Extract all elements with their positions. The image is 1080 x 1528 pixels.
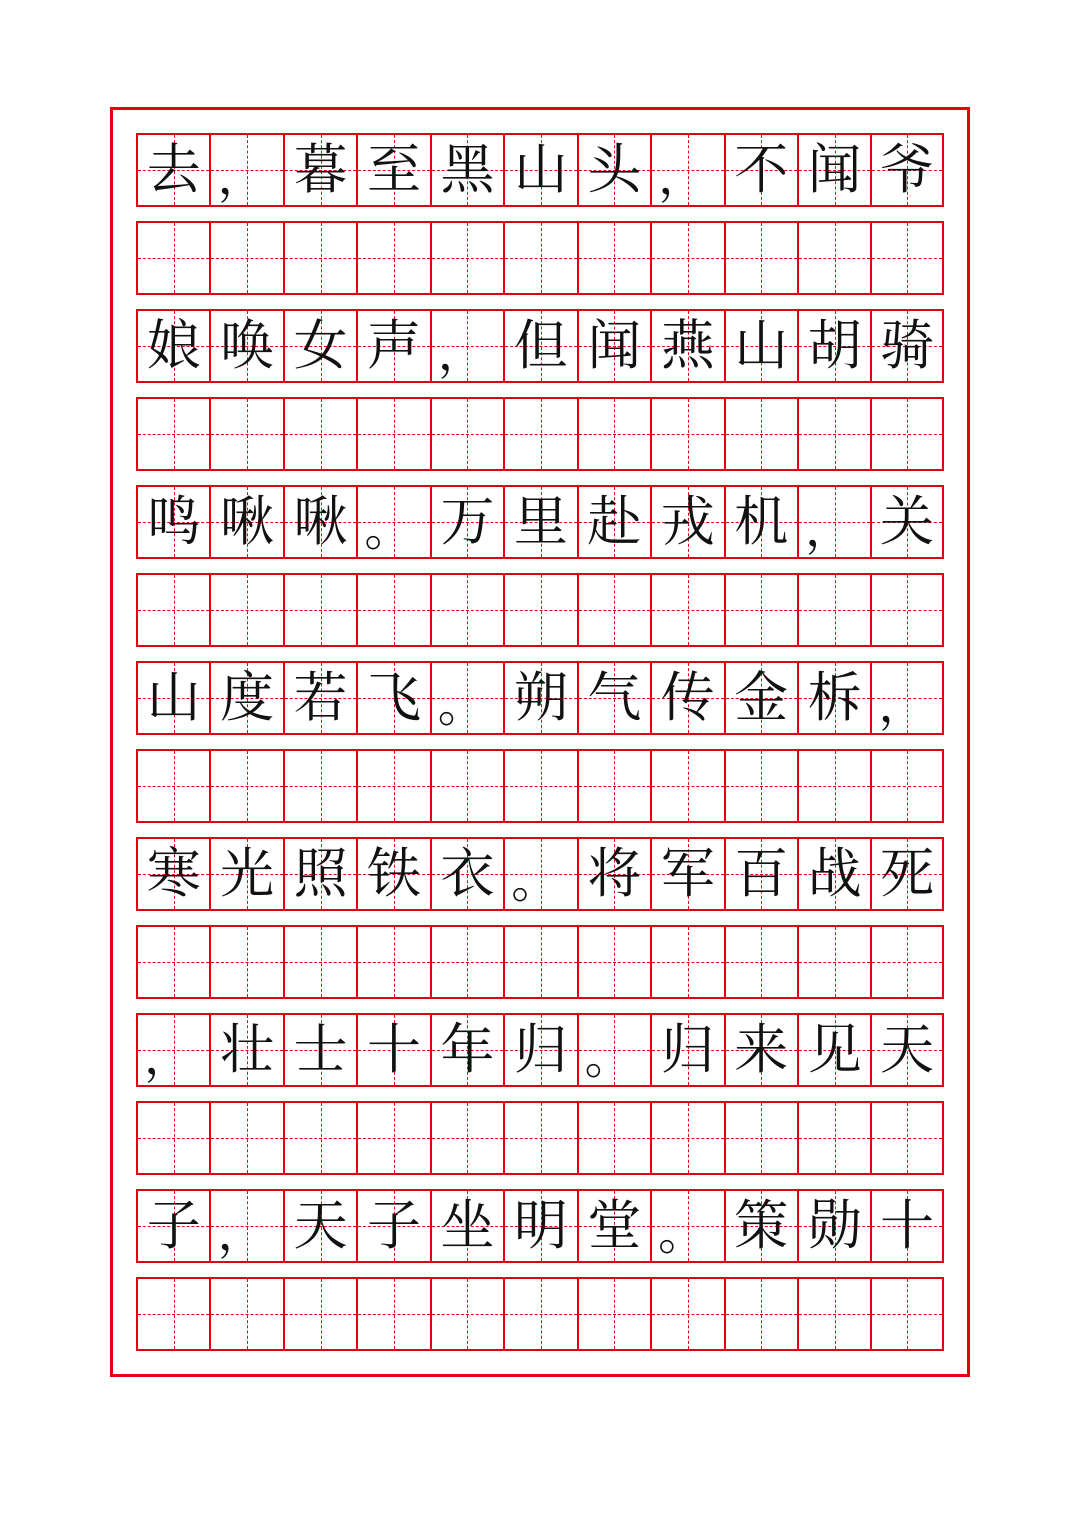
grid-cell — [870, 1277, 943, 1351]
grid-cell — [650, 221, 723, 295]
grid-cell — [209, 837, 282, 911]
handwritten-character: 。 — [584, 1029, 633, 1085]
handwritten-character: 天 — [293, 1194, 348, 1257]
grid-cell — [797, 485, 870, 559]
handwritten-character: 坐 — [440, 1194, 495, 1257]
writing-row — [136, 1013, 944, 1087]
handwritten-character: 柝 — [807, 666, 862, 729]
grid-cell — [797, 661, 870, 735]
handwritten-character: 百 — [734, 842, 789, 905]
grid-cell — [503, 1189, 576, 1263]
handwritten-character: 壮 — [220, 1018, 275, 1081]
grid-cell — [650, 309, 723, 383]
grid-cell — [503, 1277, 576, 1351]
handwritten-character: 衣 — [440, 842, 495, 905]
grid-cell — [797, 221, 870, 295]
grid-cell — [356, 1277, 429, 1351]
grid-cell — [209, 661, 282, 735]
writing-row — [136, 133, 944, 207]
handwritten-character: 胡 — [807, 314, 862, 377]
handwritten-character: 金 — [734, 666, 789, 729]
grid-cell — [283, 397, 356, 471]
grid-cell — [724, 925, 797, 999]
grid-cell — [650, 1277, 723, 1351]
blank-practice-row — [136, 221, 944, 295]
grid-cell — [577, 749, 650, 823]
grid-cell — [136, 573, 209, 647]
handwritten-character: 寒 — [146, 842, 201, 905]
grid-cell — [503, 1013, 576, 1087]
handwritten-character: ， — [217, 149, 266, 205]
blank-practice-row — [136, 925, 944, 999]
handwritten-character: 堂 — [587, 1194, 642, 1257]
grid-cell — [136, 397, 209, 471]
grid-cell — [356, 1013, 429, 1087]
grid-cell — [503, 749, 576, 823]
handwritten-character: 但 — [513, 314, 568, 377]
grid-cell — [209, 1189, 282, 1263]
grid-cell — [650, 837, 723, 911]
handwritten-character: 不 — [734, 138, 789, 201]
writing-row — [136, 309, 944, 383]
grid-cell — [650, 1013, 723, 1087]
handwritten-character: 见 — [807, 1018, 862, 1081]
grid-cell — [797, 1101, 870, 1175]
grid-cell — [724, 1101, 797, 1175]
grid-cell — [577, 397, 650, 471]
grid-cell — [136, 485, 209, 559]
grid-cell — [650, 1189, 723, 1263]
grid-cell — [430, 1013, 503, 1087]
handwritten-character: 关 — [880, 490, 935, 553]
handwritten-character: ， — [878, 677, 927, 733]
paper-border — [110, 107, 970, 1377]
handwritten-character: 万 — [440, 490, 495, 553]
grid-cell — [724, 749, 797, 823]
grid-cell — [430, 837, 503, 911]
grid-cell — [430, 1101, 503, 1175]
grid-cell — [870, 661, 943, 735]
grid-cell — [503, 1101, 576, 1175]
grid-cell — [503, 837, 576, 911]
grid-cell — [430, 309, 503, 383]
grid-cell — [650, 925, 723, 999]
handwritten-character: 年 — [440, 1018, 495, 1081]
writing-row — [136, 1189, 944, 1263]
grid-cell — [430, 661, 503, 735]
grid-cell — [870, 1013, 943, 1087]
grid-cell — [650, 397, 723, 471]
grid-cell — [650, 1101, 723, 1175]
handwritten-character: 。 — [511, 853, 560, 909]
grid-cell — [356, 573, 429, 647]
handwritten-character: 明 — [513, 1194, 568, 1257]
grid-cell — [283, 749, 356, 823]
handwritten-character: 山 — [146, 666, 201, 729]
grid-cell — [356, 661, 429, 735]
grid-cell — [503, 309, 576, 383]
grid-cell — [870, 925, 943, 999]
handwritten-character: 里 — [513, 490, 568, 553]
handwritten-character: 飞 — [367, 666, 422, 729]
handwritten-character: 子 — [146, 1194, 201, 1257]
grid-cell — [503, 397, 576, 471]
grid-cell — [356, 1189, 429, 1263]
grid-cell — [650, 485, 723, 559]
handwritten-character: 来 — [734, 1018, 789, 1081]
grid-cell — [430, 1189, 503, 1263]
grid-cell — [136, 133, 209, 207]
handwritten-character: 至 — [367, 138, 422, 201]
grid-cell — [283, 1013, 356, 1087]
grid-cell — [797, 133, 870, 207]
grid-cell — [283, 1277, 356, 1351]
grid-cell — [430, 397, 503, 471]
handwritten-character: 勋 — [807, 1194, 862, 1257]
handwritten-character: 传 — [660, 666, 715, 729]
grid-cell — [577, 573, 650, 647]
handwritten-character: 将 — [587, 842, 642, 905]
grid-cell — [724, 1013, 797, 1087]
grid-cell — [209, 749, 282, 823]
grid-cell — [209, 221, 282, 295]
handwritten-character: 闻 — [587, 314, 642, 377]
handwritten-character: 铁 — [367, 842, 422, 905]
handwritten-character: ， — [437, 325, 486, 381]
grid-cell — [577, 1013, 650, 1087]
grid-cell — [797, 925, 870, 999]
handwritten-character: 黑 — [440, 138, 495, 201]
grid-cell — [797, 309, 870, 383]
handwritten-character: 唤 — [220, 314, 275, 377]
grid-cell — [136, 661, 209, 735]
grid-cell — [430, 485, 503, 559]
grid-cell — [870, 485, 943, 559]
grid-cell — [430, 221, 503, 295]
grid-cell — [356, 485, 429, 559]
grid-cell — [650, 749, 723, 823]
grid-cell — [136, 749, 209, 823]
grid-cell — [870, 221, 943, 295]
grid-cell — [356, 925, 429, 999]
grid-cell — [209, 133, 282, 207]
handwritten-character: 策 — [734, 1194, 789, 1257]
grid-cell — [797, 749, 870, 823]
grid-cell — [724, 1189, 797, 1263]
grid-cell — [724, 837, 797, 911]
handwritten-character: ， — [144, 1029, 193, 1085]
handwritten-character: 女 — [293, 314, 348, 377]
grid-cell — [430, 925, 503, 999]
handwritten-character: ， — [658, 149, 707, 205]
grid-cell — [650, 661, 723, 735]
handwritten-character: 若 — [293, 666, 348, 729]
handwritten-character: 鸣 — [146, 490, 201, 553]
grid-cell — [356, 221, 429, 295]
grid-cell — [797, 1013, 870, 1087]
handwritten-character: 。 — [658, 1205, 707, 1261]
handwritten-character: 十 — [367, 1018, 422, 1081]
grid-cell — [136, 1013, 209, 1087]
writing-row — [136, 837, 944, 911]
handwritten-character: 死 — [880, 842, 935, 905]
grid-cell — [724, 309, 797, 383]
grid-cell — [797, 573, 870, 647]
grid-cell — [577, 309, 650, 383]
grid-cell — [577, 133, 650, 207]
grid-cell — [870, 1189, 943, 1263]
grid-cell — [503, 485, 576, 559]
grid-cell — [283, 925, 356, 999]
grid-cell — [797, 1189, 870, 1263]
handwritten-character: 归 — [660, 1018, 715, 1081]
handwritten-character: 燕 — [660, 314, 715, 377]
grid-cell — [577, 925, 650, 999]
grid-cell — [209, 309, 282, 383]
handwritten-character: 朔 — [513, 666, 568, 729]
grid-cell — [209, 1101, 282, 1175]
handwritten-character: 十 — [880, 1194, 935, 1257]
grid-cell — [503, 573, 576, 647]
handwritten-character: 军 — [660, 842, 715, 905]
grid-cell — [209, 925, 282, 999]
handwritten-character: 光 — [220, 842, 275, 905]
grid-cell — [724, 573, 797, 647]
grid-cell — [724, 397, 797, 471]
handwritten-character: ， — [804, 501, 853, 557]
grid-cell — [136, 1189, 209, 1263]
grid-cell — [577, 661, 650, 735]
grid-cell — [577, 837, 650, 911]
handwritten-character: 机 — [734, 490, 789, 553]
grid-cell — [797, 397, 870, 471]
grid-cell — [870, 309, 943, 383]
grid-cell — [209, 1013, 282, 1087]
grid-cell — [870, 397, 943, 471]
handwritten-character: 战 — [807, 842, 862, 905]
grid-cell — [283, 1101, 356, 1175]
grid-cell — [870, 1101, 943, 1175]
grid-cell — [283, 837, 356, 911]
grid-cell — [356, 749, 429, 823]
grid-cell — [650, 573, 723, 647]
grid-cell — [503, 221, 576, 295]
grid-cell — [209, 397, 282, 471]
handwritten-character: 啾 — [220, 490, 275, 553]
handwritten-character: 天 — [880, 1018, 935, 1081]
handwritten-character: 山 — [734, 314, 789, 377]
grid-cell — [356, 837, 429, 911]
handwritten-character: 。 — [364, 501, 413, 557]
grid-cell — [430, 573, 503, 647]
grid-cell — [283, 661, 356, 735]
handwritten-character: 去 — [146, 138, 201, 201]
grid-cell — [650, 133, 723, 207]
grid-cell — [724, 133, 797, 207]
blank-practice-row — [136, 749, 944, 823]
grid-cell — [356, 397, 429, 471]
grid-cell — [503, 661, 576, 735]
writing-row — [136, 485, 944, 559]
grid-cell — [503, 925, 576, 999]
handwritten-character: 戎 — [660, 490, 715, 553]
handwritten-character: 娘 — [146, 314, 201, 377]
writing-row — [136, 661, 944, 735]
handwritten-character: 照 — [293, 842, 348, 905]
handwritten-character: 度 — [220, 666, 275, 729]
handwritten-character: 啾 — [293, 490, 348, 553]
handwritten-character: ， — [217, 1205, 266, 1261]
handwritten-character: 赴 — [587, 490, 642, 553]
grid-cell — [724, 485, 797, 559]
grid-cell — [870, 133, 943, 207]
grid-cell — [136, 309, 209, 383]
grid-cell — [283, 573, 356, 647]
grid-cell — [577, 1277, 650, 1351]
grid-cell — [283, 221, 356, 295]
grid-cell — [283, 1189, 356, 1263]
handwritten-character: 士 — [293, 1018, 348, 1081]
grid-cell — [870, 837, 943, 911]
grid-cell — [430, 1277, 503, 1351]
blank-practice-row — [136, 1101, 944, 1175]
blank-practice-row — [136, 1277, 944, 1351]
handwritten-character: 头 — [587, 138, 642, 201]
grid-cell — [724, 661, 797, 735]
handwritten-character: 山 — [513, 138, 568, 201]
grid-cell — [136, 925, 209, 999]
handwritten-character: 暮 — [293, 138, 348, 201]
grid-cell — [283, 485, 356, 559]
grid-cell — [577, 1101, 650, 1175]
handwritten-character: 声 — [367, 314, 422, 377]
grid-cell — [136, 1101, 209, 1175]
grid-cell — [136, 1277, 209, 1351]
blank-practice-row — [136, 397, 944, 471]
grid-cell — [209, 573, 282, 647]
grid-cell — [209, 485, 282, 559]
grid-cell — [797, 837, 870, 911]
handwritten-character: 骑 — [880, 314, 935, 377]
grid-cell — [356, 309, 429, 383]
grid-cell — [870, 749, 943, 823]
grid-cell — [430, 749, 503, 823]
grid-cell — [136, 837, 209, 911]
grid-cell — [870, 573, 943, 647]
grid-cell — [577, 485, 650, 559]
grid-cell — [209, 1277, 282, 1351]
handwritten-character: 。 — [437, 677, 486, 733]
blank-practice-row — [136, 573, 944, 647]
grid-cell — [724, 1277, 797, 1351]
handwritten-character: 闻 — [807, 138, 862, 201]
grid-cell — [356, 1101, 429, 1175]
grid-cell — [724, 221, 797, 295]
grid-cell — [283, 133, 356, 207]
grid-cell — [797, 1277, 870, 1351]
grid-cell — [283, 309, 356, 383]
grid-cell — [503, 133, 576, 207]
handwritten-character: 爷 — [880, 138, 935, 201]
handwritten-character: 气 — [587, 666, 642, 729]
grid-cell — [577, 221, 650, 295]
grid-cell — [356, 133, 429, 207]
handwritten-character: 归 — [513, 1018, 568, 1081]
handwritten-character: 子 — [367, 1194, 422, 1257]
grid-cell — [136, 221, 209, 295]
grid-cell — [430, 133, 503, 207]
grid-cell — [577, 1189, 650, 1263]
